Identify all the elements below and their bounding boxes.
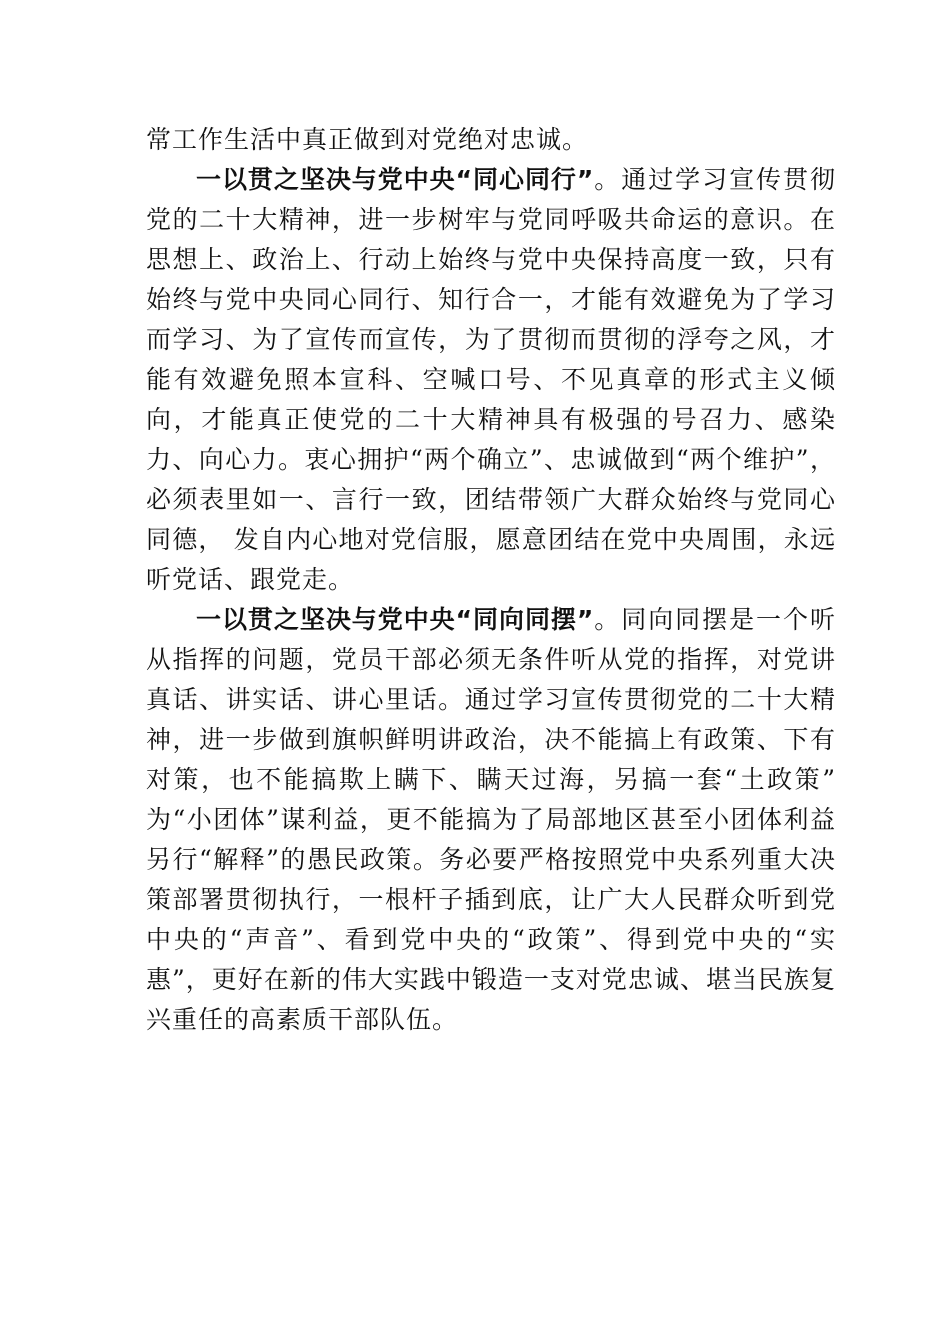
paragraph-same-direction: [146, 600, 836, 1040]
paragraph-same-heart: [146, 160, 836, 600]
paragraph-continuation: [146, 120, 836, 160]
paragraph-text: 常工作生活中真正做到对党绝对忠诚。: [146, 125, 589, 154]
paragraph-lead-heading: 一以贯之坚决与党中央“同心同行”: [196, 165, 594, 194]
paragraph-text: 。同向同摆是一个听从指挥的问题，党员干部必须无条件听从党的指挥，对党讲真话、讲实话、讲心里话。通过学习宣传贯彻党的二十大精神，进一步做到旗帜鲜明讲政治，决不能搞上有政策、下有对策，也不能搞欺上瞒下、瞒天过海，另搞一套“土政策” 为“小团体”谋利益，更不能搞为了局部地区甚至小团体利益另行“解释”的愚民政策。务必要严格按照党中央系列重大决策部署贯彻执行，一根杆子插到底，让广大人民群众听到党中央的“声音”、看到党中央的“政策”、得到党中央的“实惠”，更好在新的伟大实践中锻造一支对党忠诚、堪当民族复兴重任的高素质干部队伍。: [146, 605, 836, 1034]
paragraph-text: 。通过学习宣传贯彻党的二十大精神，进一步树牢与党同呼吸共命运的意识。在思想上、政治上、行动上始终与党中央保持高度一致，只有始终与党中央同心同行、知行合一，才能有效避免为了学习而学习、为了宣传而宣传，为了贯彻而贯彻的浮夸之风，才能有效避免照本宣科、空喊口号、不见真章的形式主义倾向，才能真正使党的二十大精神具有极强的号召力、感染力、向心力。衷心拥护“两个确立”、忠诚做到“两个维护”，必须表里如一、言行一致，团结带领广大群众始终与党同心同德， 发自内心地对党信服，愿意团结在党中央周围，永远听党话、跟党走。: [146, 165, 836, 594]
document-body: [146, 120, 836, 1040]
paragraph-lead-heading: 一以贯之坚决与党中央“同向同摆”: [196, 605, 594, 634]
